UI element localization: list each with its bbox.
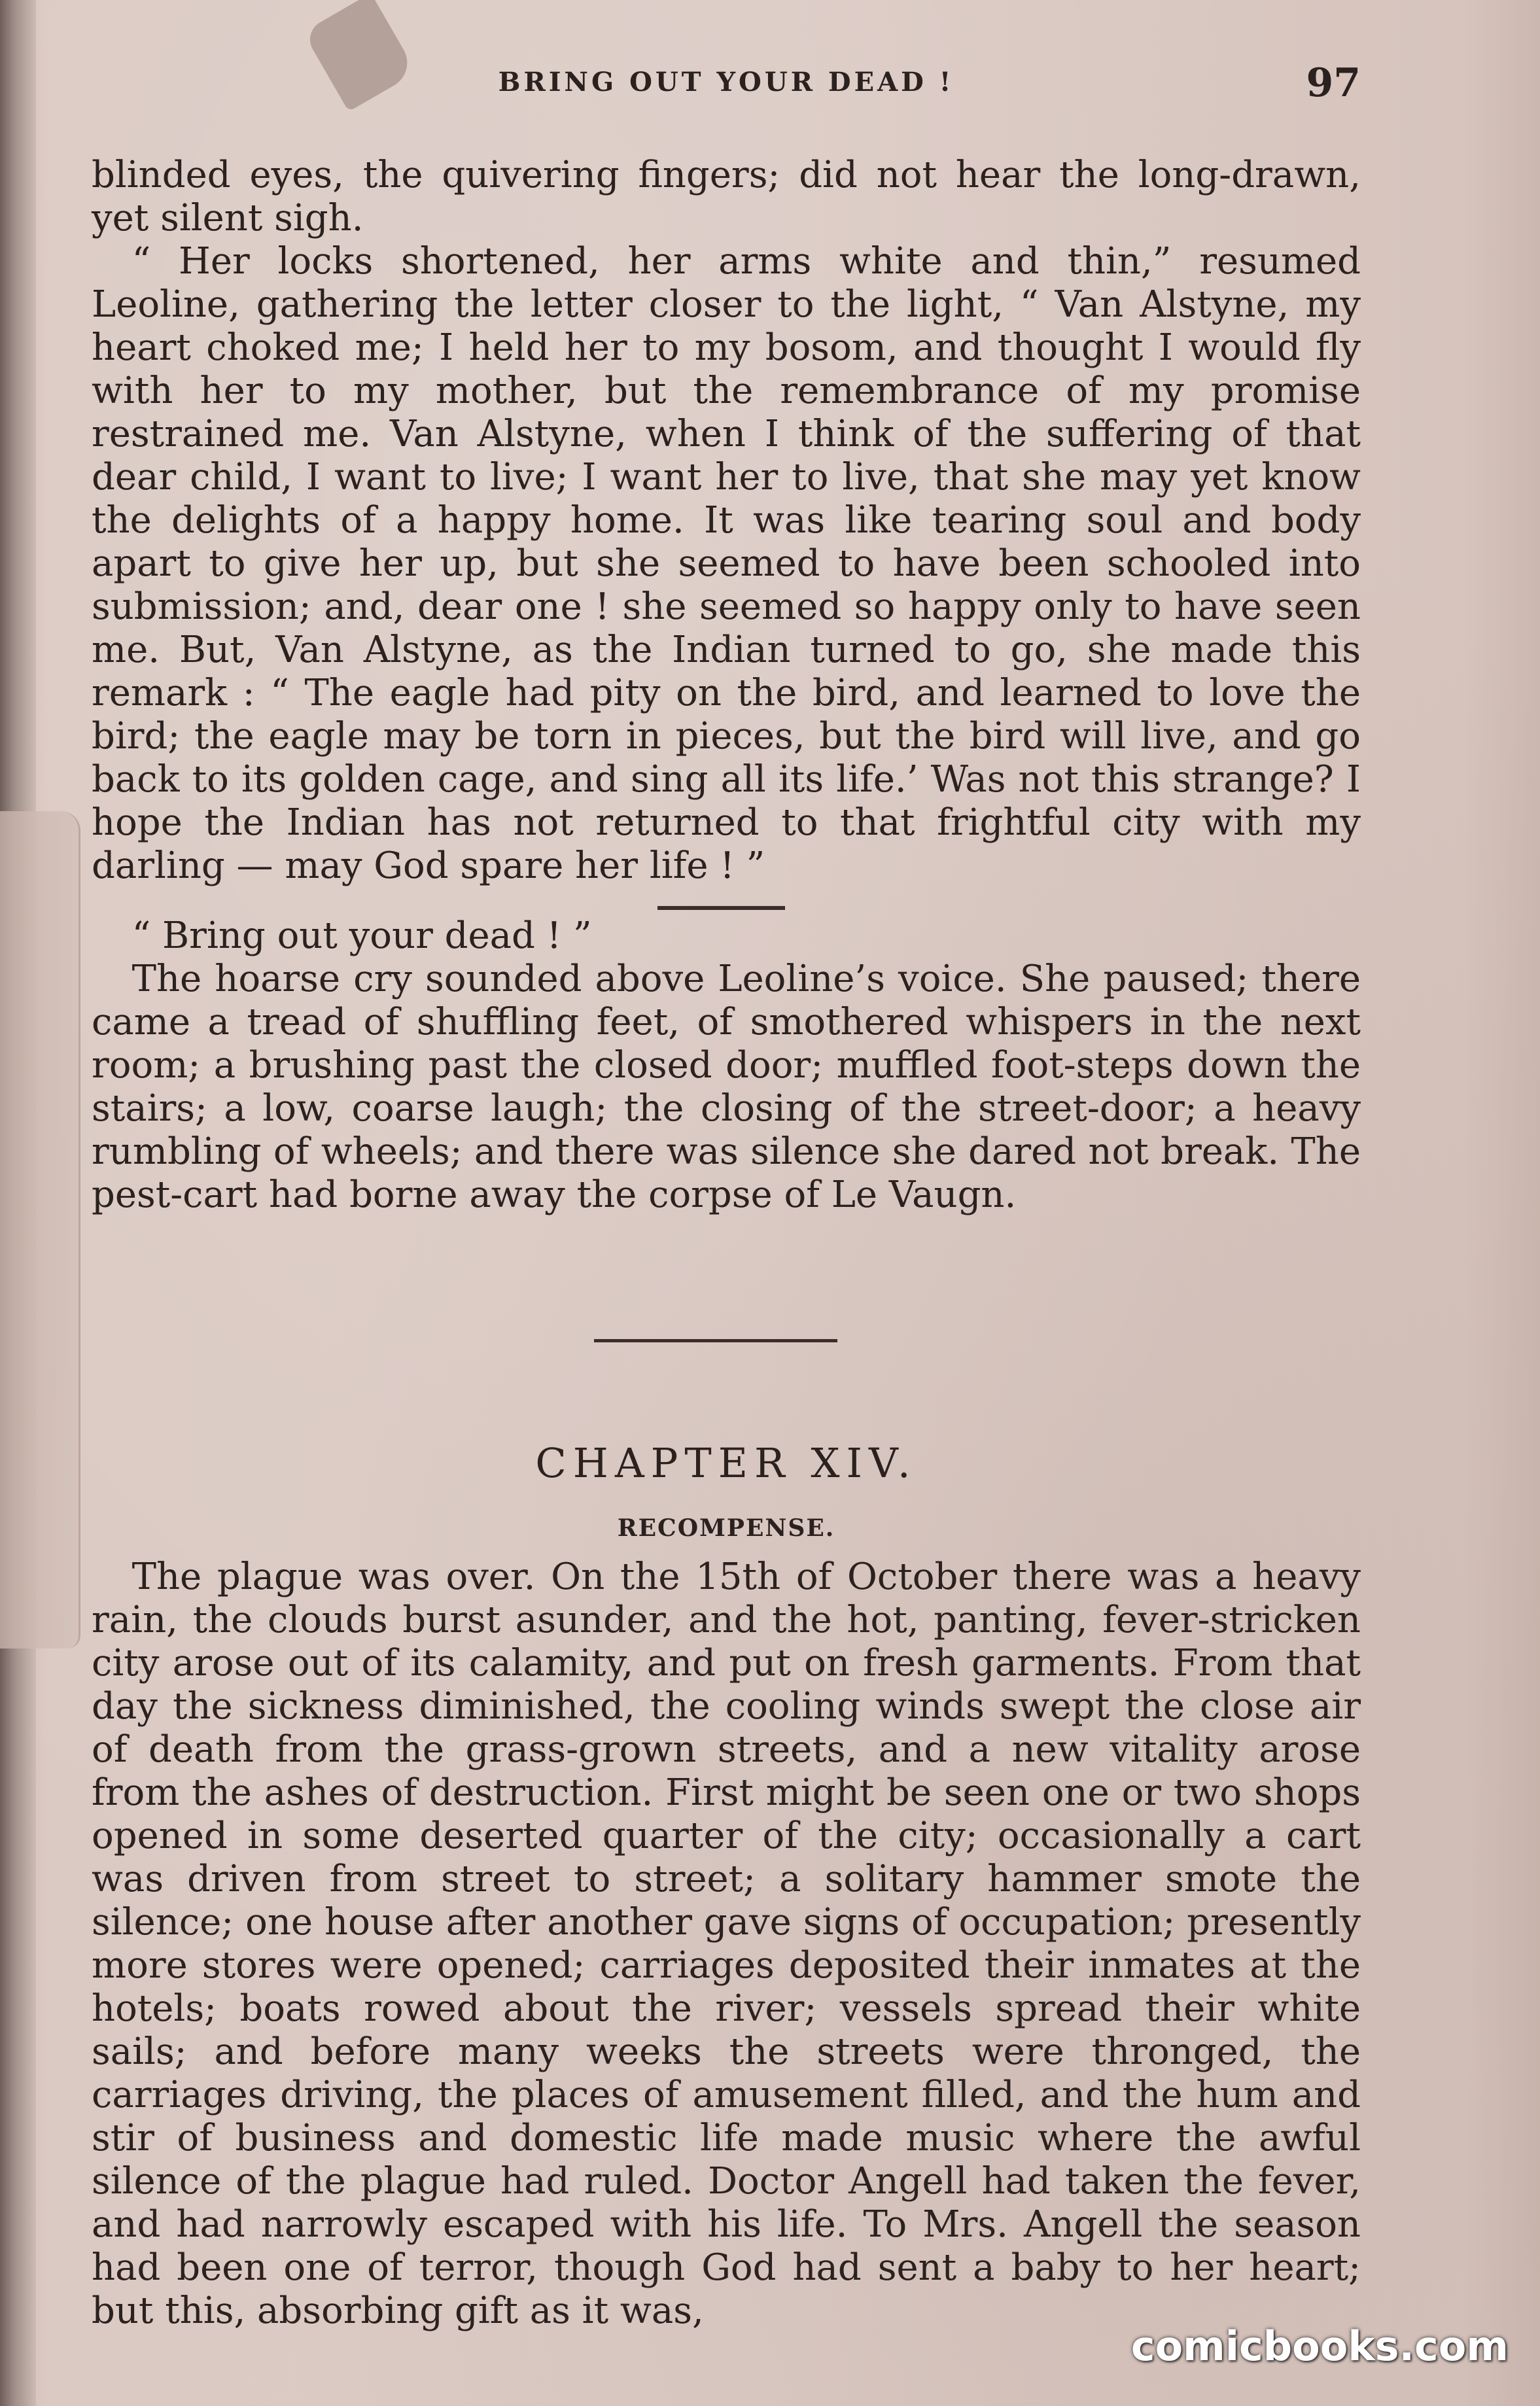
- running-head-title: BRING OUT YOUR DEAD !: [498, 67, 954, 97]
- running-head: [92, 60, 1361, 113]
- paragraph-continuation: blinded eyes, the quivering fingers; did not hear the long-drawn, yet silent sigh.: [92, 154, 1361, 239]
- site-watermark: comicbooks.com: [1130, 2322, 1509, 2370]
- section-divider: [657, 906, 785, 910]
- paragraph-cry: “ Bring out your dead ! ”: [131, 915, 592, 957]
- chapter-subtitle: RECOMPENSE.: [617, 1514, 835, 1542]
- paragraph-pest-cart: The hoarse cry sounded above Leoline’s voice. She paused; there came a tread of shuffling feet, of smothered whispers in the next room; a brushing past the closed door; muffled foot-steps down the stairs; a low, coarse laugh; the closing of the street-door; a heavy rumbling of wheels; and there was silence she dared not break. The pest-cart had borne away the corpse of Le Vaugn.: [92, 958, 1361, 1216]
- paragraph-plague-over: The plague was over. On the 15th of October there was a heavy rain, the clouds burst asunder, and the hot, panting, fever-stricken city arose out of its calamity, and put on fresh garments. From that day the sickness diminished, the cooling winds swept the close air of death from the grass-grown streets, and a new vitality arose from the ashes of destruction. First might be seen one or two shops opened in some deserted quarter of the city; occasionally a cart was driven from street to street; a solitary hammer smote the silence; one house after another gave signs of occupation; presently more stores were opened; carriages deposited their inmates at the hotels; boats rowed about the river; vessels spread their white sails; and before many weeks the streets were thronged, the carriages driving, the places of amusement filled, and the hum and stir of business and domestic life made music where the awful silence of the plague had ruled. Doctor Angell had taken the fever, and had narrowly escaped with his life. To Mrs. Angell the season had been one of terror, though God had sent a baby to her heart; but this, absorbing gift as it was,: [92, 1556, 1361, 2332]
- chapter-divider: [594, 1339, 837, 1342]
- text-block-letter: [92, 154, 1361, 888]
- text-block-recompense: [92, 1556, 1361, 2333]
- text-block-pest-cart: [92, 915, 1361, 1217]
- paragraph-leoline-letter: “ Her locks shortened, her arms white and thin,” resumed Leoline, gathering the letter closer to the light, “ Van Alstyne, my heart choked me; I held her to my bosom, and thought I would fly with her to my mother, but the remembrance of my promise restrained me. Van Alstyne, when I think of the suffering of that dear child, I want to live; I want her to live, that she may yet know the delights of a happy home. It was like tearing soul and body apart to give her up, but she seemed to have been schooled into submission; and, dear one ! she seemed so happy only to have seen me. But, Van Alstyne, as the Indian turned to go, she made this remark : “ The eagle had pity on the bird, and learned to love the bird; the eagle may be torn in pieces, but the bird will live, and go back to its golden cage, and sing all its life.’ Was not this strange? I hope the Indian has not returned to that frightful city with my darling — may God spare her life ! ”: [92, 240, 1361, 887]
- chapter-title: CHAPTER XIV.: [535, 1439, 917, 1487]
- page-number: 97: [1306, 60, 1361, 106]
- page-tear: [0, 811, 80, 1648]
